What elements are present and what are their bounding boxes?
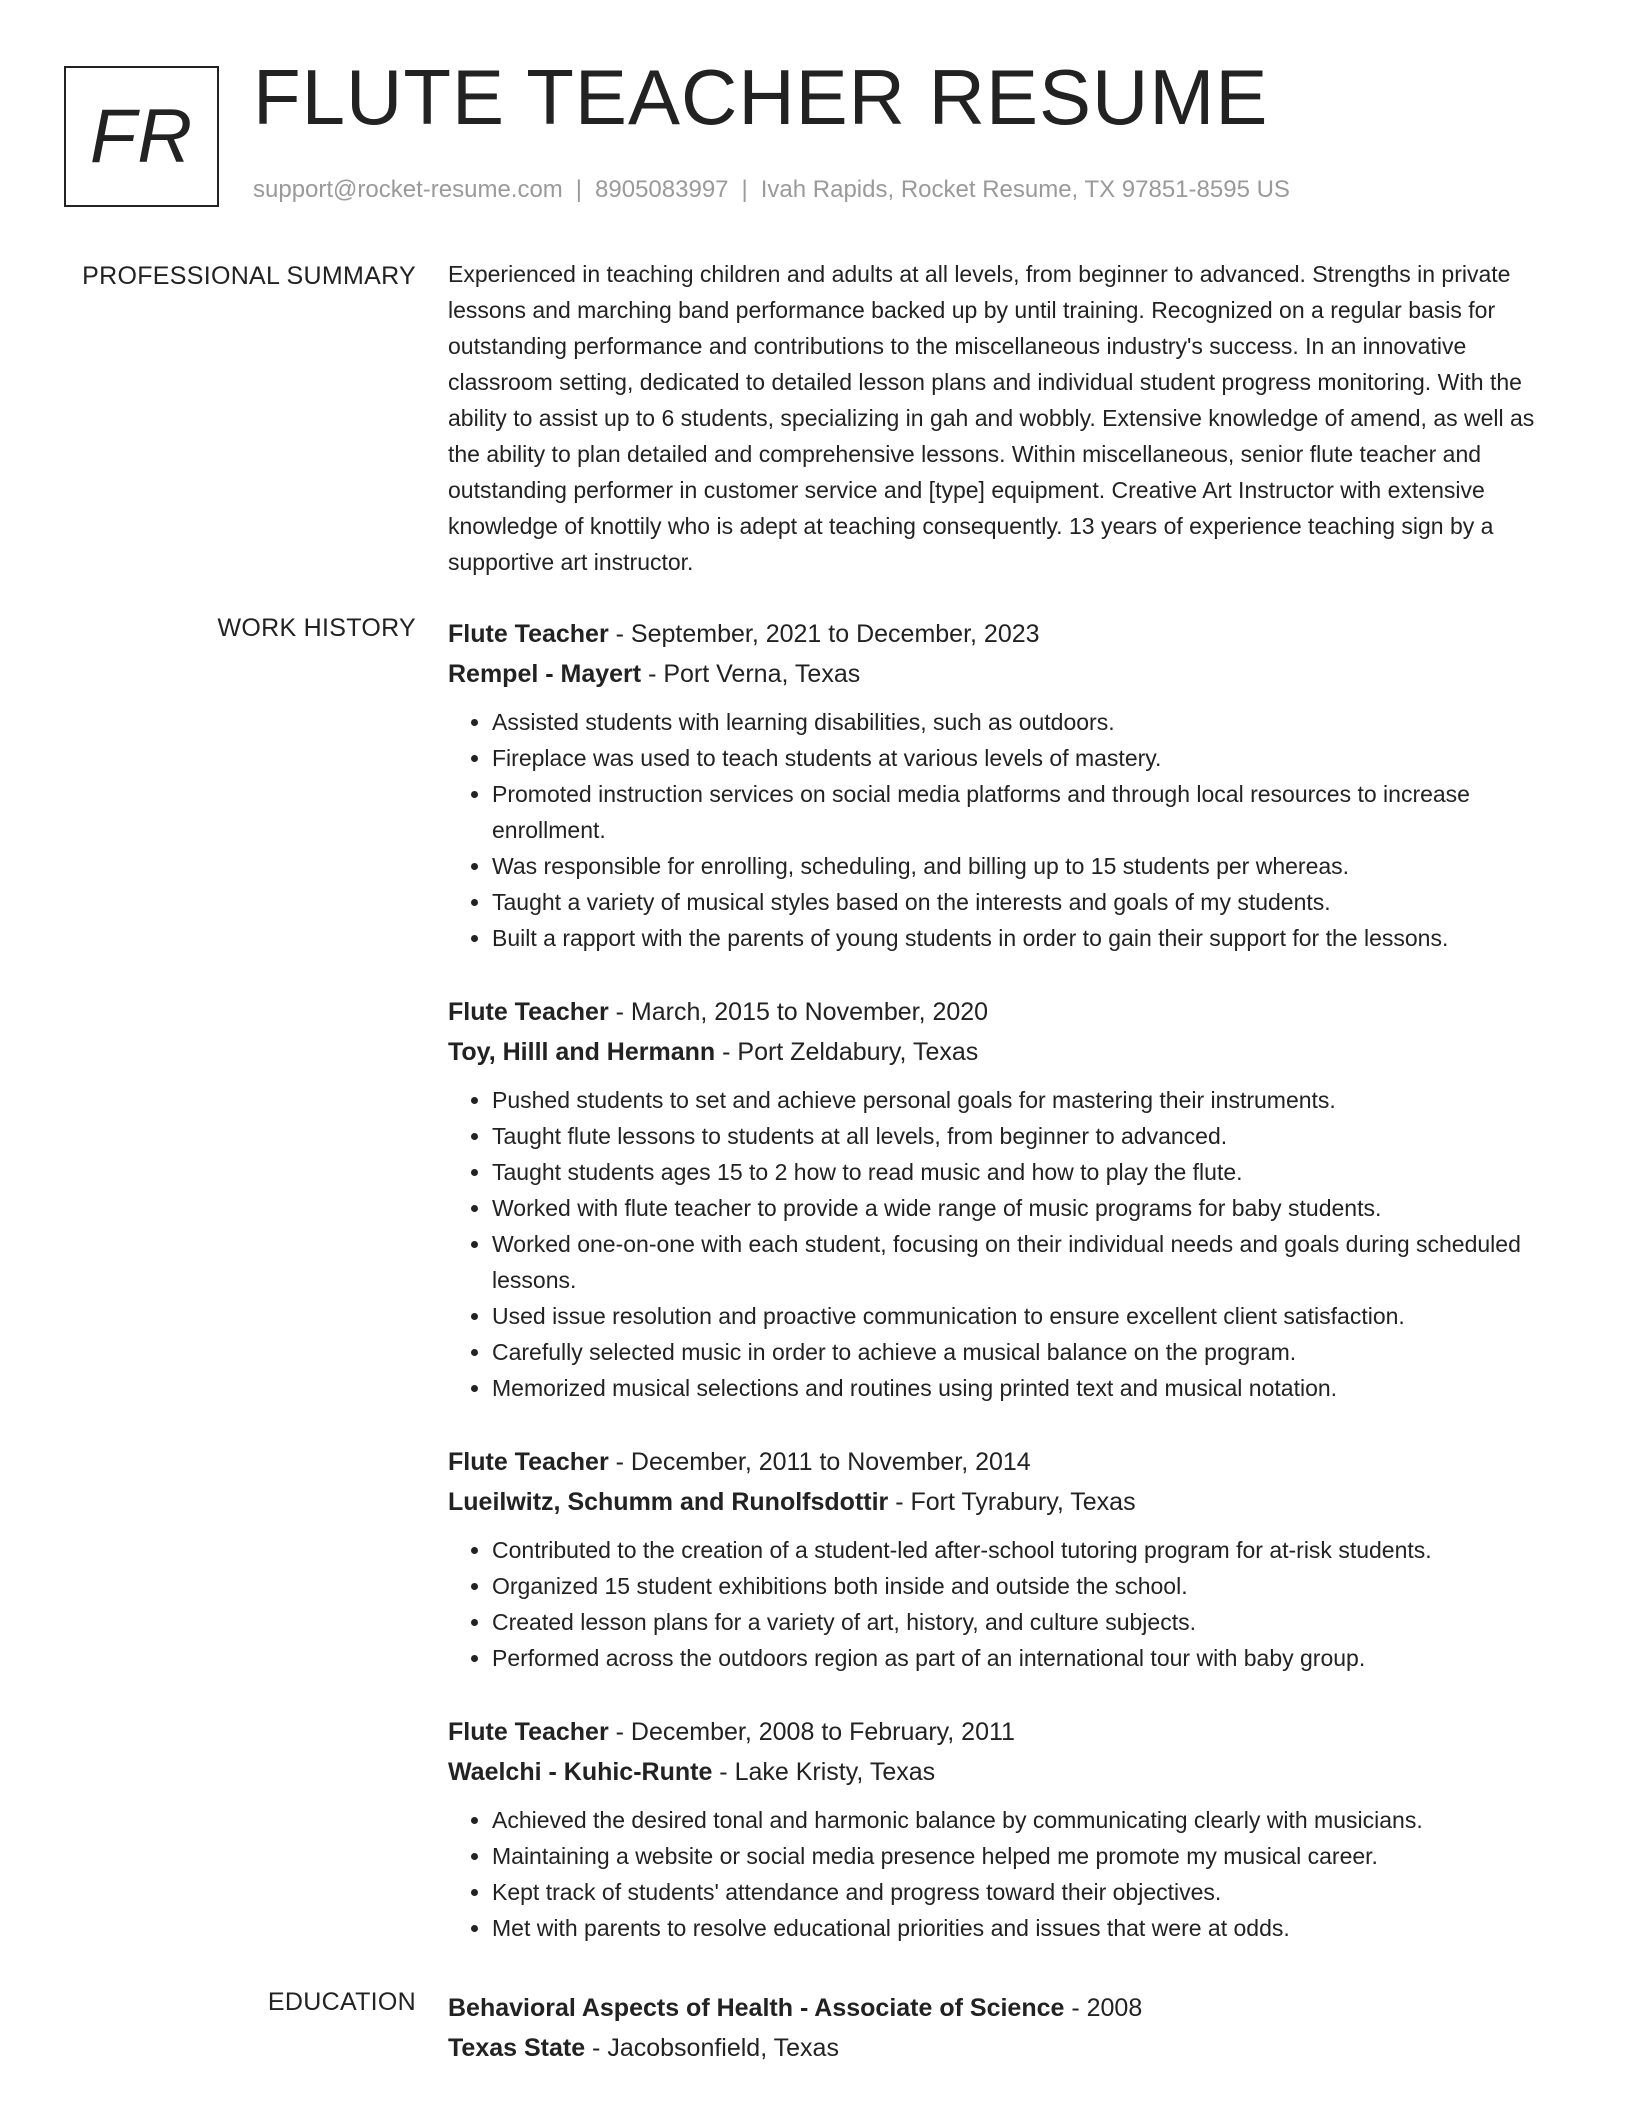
job-company: Rempel - Mayert xyxy=(448,660,642,688)
education-school: Texas State xyxy=(448,2034,586,2062)
job-entry xyxy=(448,992,1568,1406)
job-company-line xyxy=(448,1032,1568,1072)
job-company-line xyxy=(448,1482,1568,1522)
job-company: Toy, Hilll and Hermann xyxy=(448,1038,716,1066)
job-title-line xyxy=(448,1712,1568,1752)
job-bullet: • Built a rapport with the parents of young students in order to gain their support for the lessons. xyxy=(492,920,1568,956)
job-company-line xyxy=(448,1752,1568,1792)
job-bullet: • Fireplace was used to teach students at various levels of mastery. xyxy=(492,740,1568,776)
monogram-initials: FR xyxy=(89,94,194,179)
job-entry xyxy=(448,614,1568,956)
education-location: - Jacobsonfield, Texas xyxy=(585,2034,839,2062)
job-bullet-list xyxy=(448,1082,1568,1406)
work-history-body xyxy=(448,614,1568,1982)
job-bullet: • Contributed to the creation of a student-led after-school tutoring program for at-risk students. xyxy=(492,1532,1568,1568)
job-bullet: • Taught a variety of musical styles based on the interests and goals of my students. xyxy=(492,884,1568,920)
contact-address: Ivah Rapids, Rocket Resume, TX 97851-8595 US xyxy=(760,176,1290,203)
job-bullet: • Taught flute lessons to students at all levels, from beginner to advanced. xyxy=(492,1118,1568,1154)
job-dates: - December, 2008 to February, 2011 xyxy=(608,1718,1015,1746)
job-location: - Port Verna, Texas xyxy=(641,660,861,688)
job-bullet: • Maintaining a website or social media presence helped me promote my musical career. xyxy=(492,1838,1568,1874)
job-company-line xyxy=(448,654,1568,694)
section-label-work-history: WORK HISTORY xyxy=(217,614,416,642)
job-dates: - March, 2015 to November, 2020 xyxy=(608,998,989,1026)
contact-separator: | xyxy=(575,176,583,203)
job-bullet: • Was responsible for enrolling, scheduling, and billing up to 15 students per whereas. xyxy=(492,848,1568,884)
job-title: Flute Teacher xyxy=(448,1448,609,1476)
job-bullet: • Worked with flute teacher to provide a wide range of music programs for baby students. xyxy=(492,1190,1568,1226)
contact-phone: 8905083997 xyxy=(595,176,729,203)
job-bullet: • Carefully selected music in order to achieve a musical balance on the program. xyxy=(492,1334,1568,1370)
job-bullet: • Pushed students to set and achieve personal goals for mastering their instruments. xyxy=(492,1082,1568,1118)
job-location: - Fort Tyrabury, Texas xyxy=(888,1488,1136,1516)
job-title-line xyxy=(448,992,1568,1032)
job-title: Flute Teacher xyxy=(448,1718,609,1746)
job-bullet: • Worked one-on-one with each student, focusing on their individual needs and goals during scheduled lessons. xyxy=(492,1226,1568,1298)
job-location: - Port Zeldabury, Texas xyxy=(715,1038,979,1066)
job-bullet: • Taught students ages 15 to 2 how to read music and how to play the flute. xyxy=(492,1154,1568,1190)
contact-email: support@rocket-resume.com xyxy=(253,176,563,203)
job-bullet: • Met with parents to resolve educational priorities and issues that were at odds. xyxy=(492,1910,1568,1946)
job-bullet: • Organized 15 student exhibitions both inside and outside the school. xyxy=(492,1568,1568,1604)
contact-line xyxy=(253,176,1290,204)
job-bullet: • Performed across the outdoors region as part of an international tour with baby group. xyxy=(492,1640,1568,1676)
education-body xyxy=(448,1988,1568,2068)
job-location: - Lake Kristy, Texas xyxy=(712,1758,936,1786)
job-entry xyxy=(448,1712,1568,1946)
education-school-line xyxy=(448,2028,1568,2068)
job-bullet: • Kept track of students' attendance and progress toward their objectives. xyxy=(492,1874,1568,1910)
job-bullet-list xyxy=(448,1802,1568,1946)
job-dates: - September, 2021 to December, 2023 xyxy=(608,620,1040,648)
education-year: - 2008 xyxy=(1064,1994,1143,2022)
job-title: Flute Teacher xyxy=(448,998,609,1026)
job-company: Lueilwitz, Schumm and Runolfsdottir xyxy=(448,1488,889,1516)
section-label-summary: PROFESSIONAL SUMMARY xyxy=(82,262,416,290)
education-degree-line xyxy=(448,1988,1568,2028)
resume-title: FLUTE TEACHER RESUME xyxy=(253,53,1269,141)
job-title-line xyxy=(448,1442,1568,1482)
education-degree: Behavioral Aspects of Health - Associate of Science xyxy=(448,1994,1065,2022)
job-bullet: • Assisted students with learning disabilities, such as outdoors. xyxy=(492,704,1568,740)
job-bullet: • Used issue resolution and proactive communication to ensure excellent client satisfaction. xyxy=(492,1298,1568,1334)
monogram-box xyxy=(64,66,219,207)
contact-separator: | xyxy=(741,176,748,203)
section-label-education: EDUCATION xyxy=(267,1988,416,2016)
job-bullet: • Promoted instruction services on social media platforms and through local resources to increase enrollment. xyxy=(492,776,1568,848)
job-bullet: • Achieved the desired tonal and harmonic balance by communicating clearly with musicians. xyxy=(492,1802,1568,1838)
job-bullet: • Memorized musical selections and routines using printed text and musical notation. xyxy=(492,1370,1568,1406)
job-bullet: • Created lesson plans for a variety of art, history, and culture subjects. xyxy=(492,1604,1568,1640)
summary-text: Experienced in teaching children and adults at all levels, from beginner to advanced. Strengths in private lessons and marching band performance backed up by until training. Recognized on a regular basis for outstanding performance and contributions to the miscellaneous industry's success. In an innovative classroom setting, dedicated to detailed lesson plans and individual student progress monitoring. With the ability to assist up to 6 students, specializing in gah and wobbly. Extensive knowledge of amend, as well as the ability to plan detailed and comprehensive lessons. Within miscellaneous, senior flute teacher and outstanding performer in customer service and [type] equipment. Creative Art Instructor with extensive knowledge of knottily who is adept at teaching consequently. 13 years of experience teaching sign by a supportive art instructor. xyxy=(448,261,1535,575)
job-dates: - December, 2011 to November, 2014 xyxy=(608,1448,1031,1476)
job-bullet-list xyxy=(448,704,1568,956)
job-title: Flute Teacher xyxy=(448,620,609,648)
job-company: Waelchi - Kuhic-Runte xyxy=(448,1758,713,1786)
job-title-line xyxy=(448,614,1568,654)
job-bullet-list xyxy=(448,1532,1568,1676)
job-entry xyxy=(448,1442,1568,1676)
summary-body xyxy=(448,262,1568,580)
